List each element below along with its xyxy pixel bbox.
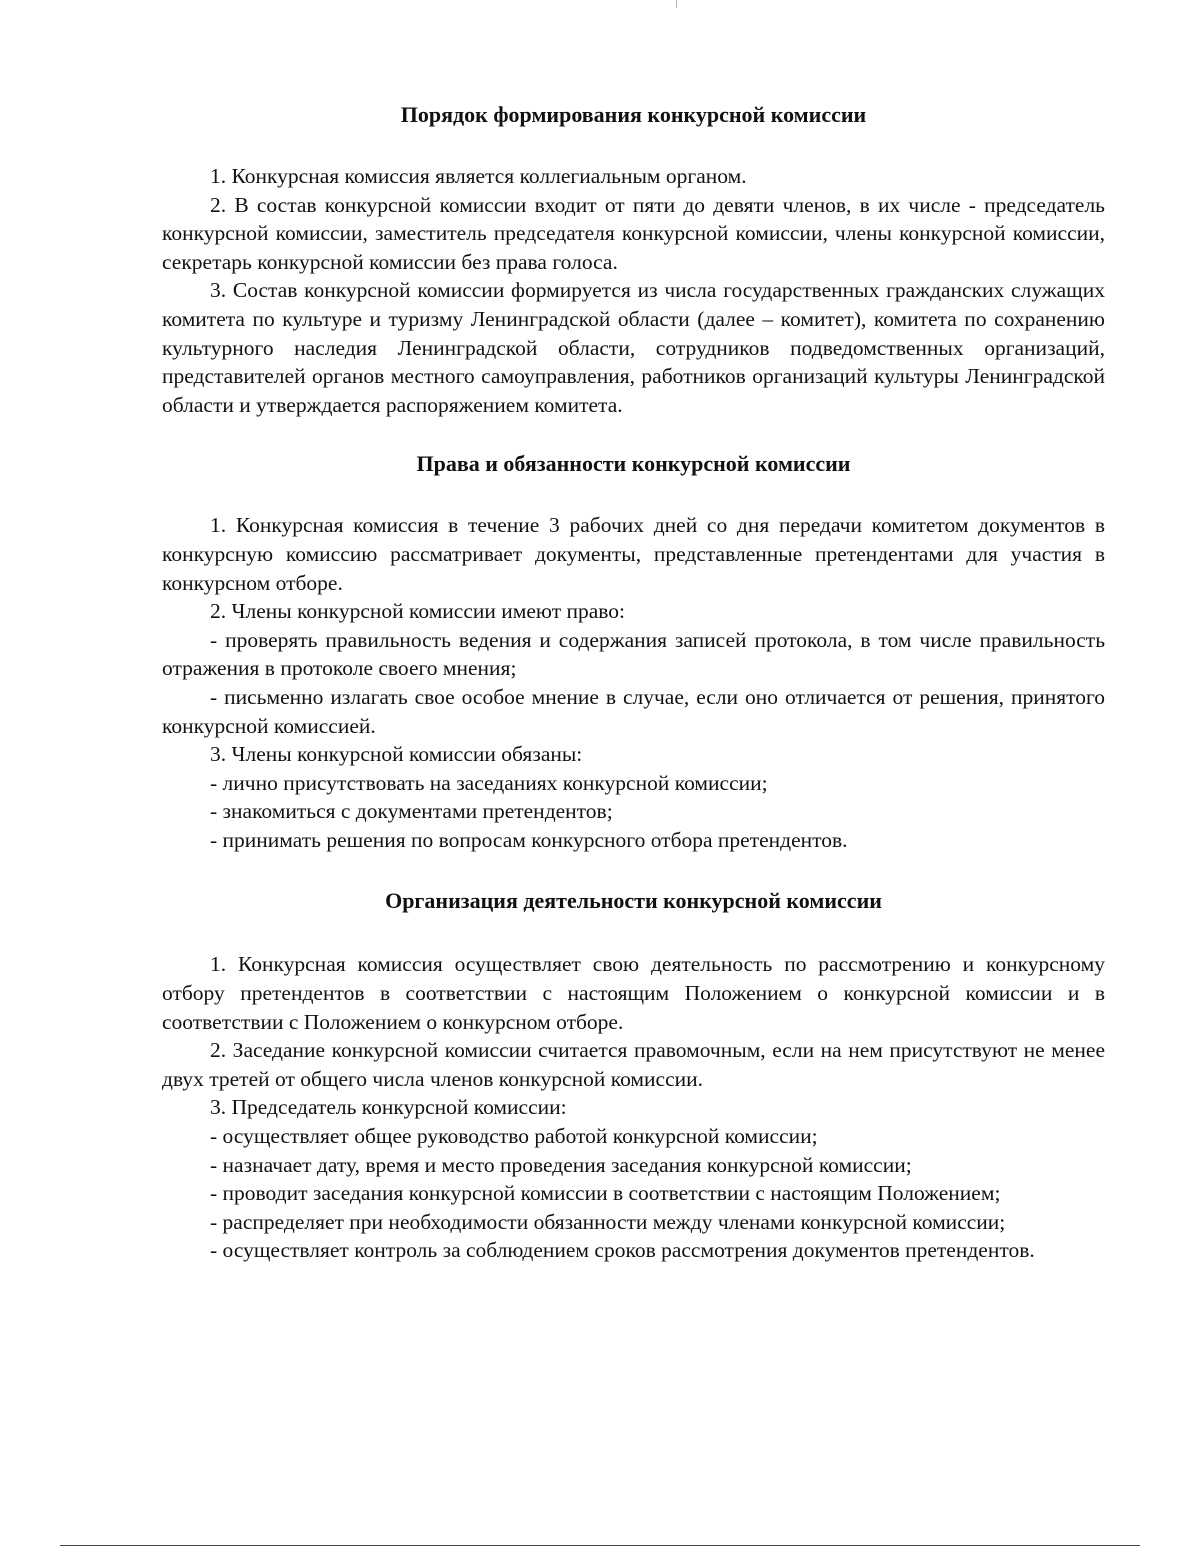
paragraph: 3. Состав конкурсной комиссии формируется из числа государственных гражданских служащих комитета по культуре и туризму Ленинградской области (далее – комитет), комитета по сохранению культурного наследия Ленинградской области, сотрудников подведомственных организаций, представителей органов местного самоуправления, работников организаций культуры Ленинградской области и утверждается распоряжением комитета. (162, 278, 1105, 417)
list-item: - принимать решения по вопросам конкурсного отбора претендентов. (210, 827, 848, 852)
paragraph: 1. Конкурсная комиссия является коллегиальным органом. (210, 164, 747, 188)
paragraph: 3. Председатель конкурсной комиссии: (210, 1095, 567, 1120)
paragraph: 2. В состав конкурсной комиссии входит от пяти до девяти членов, в их числе - председатель конкурсной комиссии, заместитель председателя конкурсной комиссии, члены конкурсной комиссии, секретарь конкурсной комиссии без права голоса. (162, 192, 1105, 274)
section-title-formation: Порядок формирования конкурсной комиссии (400, 102, 867, 127)
paragraph: 3. Члены конкурсной комиссии обязаны: (210, 742, 583, 767)
section-title-organization: Организация деятельности конкурсной комиссии (385, 888, 882, 914)
paragraph: 1. Конкурсная комиссия осуществляет свою деятельность по рассмотрению и конкурсному отбору претендентов в соответствии с настоящим Положением о конкурсной комиссии и в соответствии с Положением о конкурсном отборе. (162, 952, 1105, 1034)
list-item: - осуществляет общее руководство работой конкурсной комиссии; (210, 1124, 818, 1149)
list-item: - назначает дату, время и место проведения заседания конкурсной комиссии; (210, 1152, 912, 1177)
paragraph: 2. Члены конкурсной комиссии имеют право: (210, 599, 626, 624)
paragraph: 1. Конкурсная комиссия в течение 3 рабочих дней со дня передачи комитетом документов в конкурсную комиссию рассматривает документы, представленные претендентами для участия в конкурсном отборе. (162, 513, 1105, 595)
list-item: - письменно излагать свое особое мнение в случае, если оно отличается от решения, принятого конкурсной комиссией. (162, 684, 1105, 738)
scan-artifact (676, 0, 677, 8)
document-body (162, 100, 1105, 1265)
list-item: - лично присутствовать на заседаниях конкурсной комиссии; (210, 770, 768, 795)
list-item: - проверять правильность ведения и содержания записей протокола, в том числе правильность отражения в протоколе своего мнения; (162, 627, 1105, 681)
section-title-rights: Права и обязанности конкурсной комиссии (416, 451, 851, 477)
list-item: - знакомиться с документами претендентов; (210, 799, 613, 824)
bottom-rule (60, 1545, 1140, 1546)
list-item: - осуществляет контроль за соблюдением сроков рассмотрения документов претендентов. (210, 1238, 1035, 1263)
list-item: - проводит заседания конкурсной комиссии в соответствии с настоящим Положением; (210, 1181, 1001, 1206)
list-item: - распределяет при необходимости обязанности между членами конкурсной комиссии; (210, 1209, 1006, 1234)
paragraph: 2. Заседание конкурсной комиссии считается правомочным, если на нем присутствуют не менее двух третей от общего числа членов конкурсной комиссии. (162, 1038, 1105, 1091)
